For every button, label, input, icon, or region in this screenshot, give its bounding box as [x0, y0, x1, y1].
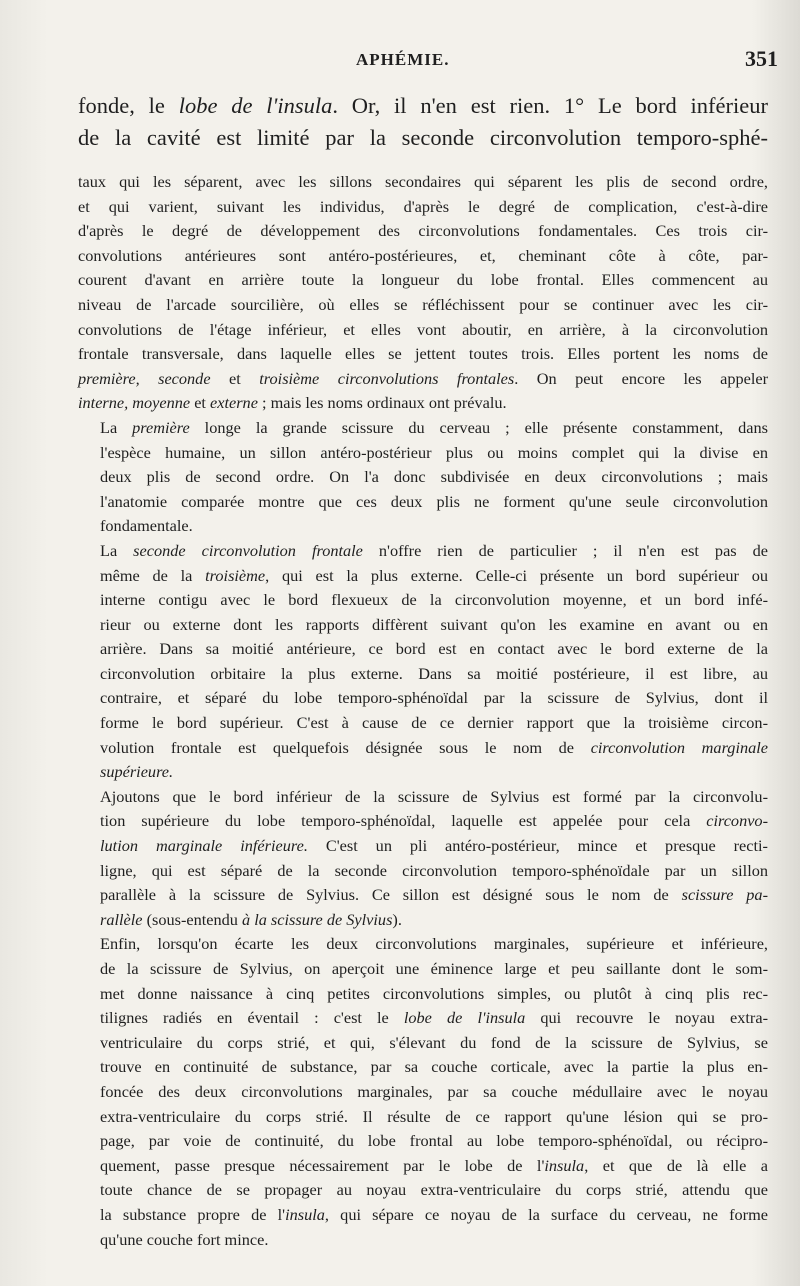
text-line: La seconde circonvolution frontale n'offre rien de particulier ; il n'en est pas de	[100, 540, 768, 560]
text-line: qu'une couche fort mince.	[100, 1229, 269, 1249]
text-line: met donne naissance à cinq petites circonvolutions simples, ou plutôt à cinq plis rec-	[100, 983, 768, 1003]
body-text	[78, 170, 768, 1252]
running-header	[0, 46, 800, 76]
text-line: convolutions de l'étage inférieur, et elles vont aboutir, en arrière, à la circonvolution	[78, 319, 768, 339]
text-line: supérieure.	[100, 762, 174, 782]
text-line: foncée des deux circonvolutions marginales, par sa couche médullaire avec le noyau	[100, 1081, 768, 1101]
paragraph	[78, 932, 768, 1252]
text-line: interne contigu avec le bord flexueux de la circonvolution moyenne, et un bord infé-	[100, 590, 768, 610]
text-line: deux plis de second ordre. On l'a donc subdivisée en deux circonvolutions ; mais	[100, 467, 768, 487]
text-line: de la cavité est limité par la seconde circonvolution temporo-sphé-	[78, 125, 768, 150]
paragraph	[78, 785, 768, 933]
text-line: parallèle à la scissure de Sylvius. Ce sillon est désigné sous le nom de scissure pa-	[100, 885, 768, 905]
text-line: Ajoutons que le bord inférieur de la scissure de Sylvius est formé par la circonvolu-	[100, 786, 768, 806]
text-line: volution frontale est quelquefois désignée sous le nom de circonvolution marginale	[100, 737, 768, 757]
running-title: APHÉMIE.	[356, 50, 450, 69]
text-line: même de la troisième, qui est la plus externe. Celle-ci présente un bord supérieur ou	[100, 565, 769, 585]
text-line: d'après le degré de développement des circonvolutions fondamentales. Ces trois cir-	[78, 221, 768, 241]
text-line: fonde, le lobe de l'insula. Or, il n'en est rien. 1° Le bord inférieur	[78, 93, 768, 118]
text-line: toute chance de se propager au noyau extra-ventriculaire du corps strié, attendu que	[100, 1180, 768, 1200]
text-line: tilignes radiés en éventail : c'est le lobe de l'insula qui recouvre le noyau extra-	[100, 1008, 768, 1028]
paragraph	[78, 539, 768, 785]
paragraph	[78, 416, 768, 539]
text-line: lution marginale inférieure. C'est un pli antéro-postérieur, mince et presque recti-	[100, 836, 768, 856]
paragraph	[78, 170, 768, 416]
text-line: forme le bord supérieur. C'est à cause de ce dernier rapport que la troisième circon-	[100, 713, 768, 733]
text-line: arrière. Dans sa moitié antérieure, ce bord est en contact avec le bord externe de la	[100, 639, 768, 659]
text-line: niveau de l'arcade sourcilière, où elles se réfléchissent pour se continuer avec les cir-	[78, 294, 768, 314]
text-line: première, seconde et troisième circonvolutions frontales. On peut encore les appeler	[78, 368, 768, 388]
lead-text	[78, 90, 768, 154]
text-line: quement, passe presque nécessairement par le lobe de l'insula, et que de là elle a	[100, 1155, 769, 1175]
text-line: tion supérieure du lobe temporo-sphénoïdal, laquelle est appelée pour cela circonvo-	[100, 811, 768, 831]
text-line: et qui varient, suivant les individus, d'après le degré de complication, c'est-à-dire	[78, 196, 768, 216]
text-line: taux qui les séparent, avec les sillons secondaires qui séparent les plis de second ordre,	[78, 172, 768, 191]
text-line: page, par voie de continuité, du lobe frontal au lobe temporo-sphénoïdal, ou récipro-	[100, 1131, 768, 1151]
text-line: circonvolution orbitaire la plus externe. Dans sa moitié postérieure, il est libre, au	[100, 663, 768, 683]
text-line: frontale transversale, dans laquelle elles se jettent toutes trois. Elles portent les noms de	[78, 344, 768, 364]
text-line: convolutions antérieures sont antéro-postérieures, et, cheminant côte à côte, par-	[78, 245, 768, 265]
text-line: ventriculaire du corps strié, et qui, s'élevant du fond de la scissure de Sylvius, se	[100, 1032, 768, 1052]
text-line: ligne, qui est séparé de la seconde circonvolution temporo-sphénoïdale par un sillon	[100, 860, 768, 880]
text-line: l'anatomie comparée montre que ces deux plis ne forment qu'une seule circonvolution	[100, 491, 768, 511]
text-line: rieur ou externe dont les rapports diffèrent suivant qu'on les examine en avant ou en	[100, 614, 768, 634]
page-number: 351	[745, 46, 778, 71]
text-line: la substance propre de l'insula, qui sépare ce noyau de la surface du cerveau, ne forme	[100, 1204, 768, 1224]
text-line: courent d'avant en arrière toute la longueur du lobe frontal. Elles commencent au	[78, 270, 768, 290]
text-line: fondamentale.	[100, 516, 193, 536]
text-line: interne, moyenne et externe ; mais les noms ordinaux ont prévalu.	[78, 393, 507, 413]
text-line: de la scissure de Sylvius, on aperçoit une éminence large et peu saillante dont le som-	[100, 959, 768, 978]
text-line: La première longe la grande scissure du cerveau ; elle présente constamment, dans	[100, 417, 768, 437]
text-line: l'espèce humaine, un sillon antéro-postérieur plus ou moins complet qui la divise en	[100, 442, 768, 462]
text-line: extra-ventriculaire du corps strié. Il résulte de ce rapport qu'une lésion qui se pro-	[100, 1106, 768, 1126]
text-line: contraire, et séparé du lobe temporo-sphénoïdal par la scissure de Sylvius, dont il	[100, 688, 768, 708]
text-line: Enfin, lorsqu'on écarte les deux circonvolutions marginales, supérieure et inférieure,	[100, 934, 768, 954]
text-line: trouve en continuité de substance, par sa couche corticale, avec la partie la plus en-	[100, 1057, 768, 1077]
text-line: rallèle (sous-entendu à la scissure de Sylvius).	[100, 909, 402, 929]
